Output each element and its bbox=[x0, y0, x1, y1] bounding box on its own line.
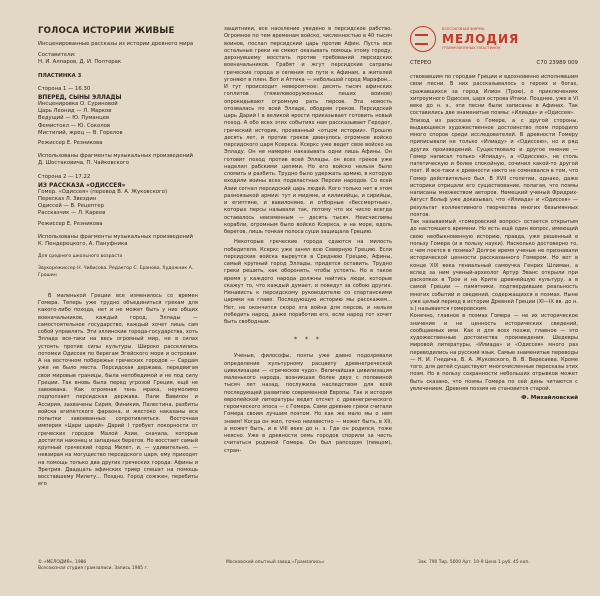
side2-director: Режиссер Е. Резникова bbox=[38, 220, 103, 227]
logo-brand: МЕЛОДИЯ bbox=[442, 32, 520, 46]
page-title: ГОЛОСА ИСТОРИИ ЖИВЫЕ bbox=[38, 26, 175, 36]
section-separator: * * * bbox=[294, 336, 322, 344]
side2-time: Сторона 2 — 17.22 bbox=[38, 173, 91, 180]
history-paragraph-2: Некоторые греческие города сдаются на милость победителя. Ксеркс уже занял всю Северную Грецию. Если персидские войска вырвутся в Среднюю Грецию, Афины, самый крупный город Эллады, придется оставить. Трудно греки решить, как оборонять, чтобы устоять. Но в такое время у каждого народа должны найтись люди, которые скажут то, что каждый думает, и поведут за собою других. Ненависть к персидскому руководителю со спартанскими царями на главе. Последующую историю мы расскажем... Нет, не окончится скоро эта война для персов, и нельзя победить народ, даже поработив его, если народ тот хочет быть свободным. bbox=[224, 239, 392, 325]
melodiya-logo-icon bbox=[410, 26, 436, 52]
melodiya-logo bbox=[410, 26, 578, 52]
column-2 bbox=[224, 26, 392, 455]
subtitle: Инсценированные рассказы из истории древнего мира bbox=[38, 41, 194, 47]
studio: Всесоюзная студия грамзаписи. Запись 1985 г. bbox=[38, 566, 149, 572]
homer-article: ствовавшим по городам Греции и вдохновенно исполнявшим свои песни. В них рассказывалось о героях и богах, сражавшихся за город Илион (Трою), о приключениях хитроумного Одиссея, царя острова Итаки. Позднее, уже в VI веке до н. э., эти песни были записаны в Афинах. Так составились две знаменитые поэмы: «Илиада» и «Одиссея». Эпизод из рассказа о Гомере, а с другой стороны, выдающееся художественное достоинство поэм породило много споров среди исследователей. В древности Гомеру приписывали не только «Илиаду» и «Одиссею», но и ряд других произведений. Существовало и другое мнение — Гомер написал только «Илиаду», а «Одиссею», не столь патетическую и более спокойную, сочинил какой-то другой поэт. И все-таки к древности никто не сомневался в том, что Гомер действительно был. В XVII столетии, однако, даже историки отрицали его существование, полагая, что поэмы написаны множеством авторов. Немецкий ученый Фридрих-Август Вольф уже доказывал, что «Илиада» и «Одиссея» — результат коллективного творчества многих безымянных поэтов. Так называемый «гомеровский вопрос» остается открытым до настоящего времени. Но есть ещё один вопрос, имеющий свою необыкновенную историю, правда, уже решенный в пользу Гомера (и в пользу науки). Насколько достоверно то, о чем поется в поэмах? Долгое время ученые не признавали исторической ценности рассказанного Гомером. Но вот в конце XIX века гениальный самоучка Генрих Шлиман, а вслед за ним ученый-археолог Артур Эванс открыли при раскопках в Трое и на Крите древнейшую культуру, а в самой Греции — памятники, подтвердившие реальность многих событий и сведений, содержащихся в поэмах. Ныне уже целый период в истории Древней Греции (XI—IX вв. до н. э.) называется гомеровским. Конечно, главное в поэмах Гомера — не их историческое значение и не ценность исторических сведений, сообщаемых ими. Как и для всех позже, главное — это художественные достоинства произведения. Шедевры мировой литературы, «Илиада» и «Одиссея» много раз переводились на русский язык. Самые знаменитые переводы — Н. И. Гнедича, В. А. Жуковского, В. В. Вересаева. Кроме того, для детей существуют многочисленные пересказы этих поэм. Но в пользу сохранности небольших отрывков может быть сказано, что поэмы Гомера по сей день читаются с увлечением. Древняя поэзия не становится старой. bbox=[410, 74, 578, 392]
column-3 bbox=[410, 26, 578, 401]
side2-source: Гомер. «Одиссея» (перевод В. А. Жуковского) bbox=[38, 188, 168, 195]
side1-block bbox=[38, 86, 198, 168]
homer-paragraph: Ученые, философы, поэты уже давно подозревали определение культурному расцвету древнегреческой цивилизации — «греческое чудо». Величайшая цивилизация маленького народа, возникшая более двух с половиной тысяч лет назад, послужила наследством для всей последующей развитию современной Европы. Так и история европейской литературы ведет отсчет с древнегреческого героического эпоса — с Гомера. Сами древние греки считали Гомера своим лучшим поэтом. Но как же мало мы о нем знаем! Когда он жил, точно неизвестно — может быть, в XII, а может быть, и в VIII веке до н. э. Где он родился, тоже неясно. Уже в древности семь городов спорили за честь считаться родиной Гомера. Он был рапсодом (певцом), стран- bbox=[224, 353, 392, 454]
side2-note: Для среднего школьного возраста bbox=[38, 254, 123, 260]
column-1 bbox=[38, 26, 198, 489]
catalog-row bbox=[410, 60, 578, 66]
side1-director: Режиссер Е. Резникова bbox=[38, 140, 103, 147]
side1-author: Инсценировка О. Суриновой bbox=[38, 101, 118, 108]
copyright: © «МЕЛОДИЯ», 1986 bbox=[38, 560, 87, 565]
stereo-label: СТЕРЕО bbox=[410, 60, 432, 66]
side1-cast-1: Царь Леонид — Л. Марков bbox=[38, 108, 112, 115]
disc-number: ПЛАСТИНКА 3 bbox=[38, 72, 82, 79]
footer-right bbox=[418, 560, 588, 566]
side1-time: Сторона 1 — 16.30 bbox=[38, 85, 91, 92]
side2-music: Использованы фрагменты музыкальных произведений К. Пендерецкого, А. Пануфника bbox=[38, 233, 193, 248]
compilers-label: Составители: bbox=[38, 52, 76, 59]
side2-block bbox=[38, 174, 198, 279]
side1-cast-3: Фемистокл — Ю. Соколов bbox=[38, 122, 110, 129]
side2-adapted: Пересказ Л. Звездин bbox=[38, 196, 97, 203]
side1-music: Использованы фрагменты музыкальных произведений Д. Шостаковича, П. Чайковского bbox=[38, 153, 193, 167]
side2-cast-2: Рассказчик — Л. Кареев bbox=[38, 210, 106, 217]
intro-paragraph: В маленькой Греции все изменилось со времен Гомера. Теперь уже трудно объединиться грекам для какого-либо похода, нет и не может быть у них общих военачальников, каждый город, Эллады — самостоятельное государство, каждый хочет лишь сам собой управлять. Эти эллинские города-государства, хоть Эллада все-таки на весь огромный мир, не в силах устоять против силы культуры. Широко расселились потомки Одиссея по берегам Эгейского моря и островам. А на восточном побережье греческих городов — Сардам уже не было места. Персидская держава, передвигая свои мировые границы, была непобедимой и не под силу Греции. Так вновь была перед угрозой Греция, ещё не завоевана. Как огромная тень мрака, неумолимо подползает персидская держава. Пали Вавилон и Ассирия, захвачены Сирия, Финикия, Палестина, разбиты войска египетского фараона, и жестоко наказаны все попытки завоеванных сопротивляться. Восточная империя «Цари царей» Дарий I требует покорности от греческих городов Малой Азии, сначала, которые достигли наконец и западных берегов. Но восстает самый крупный греческий город Милет, и, — удивительно, — невзирая на могущество персидского царя, ему приходят на помощь только два других греческих города: Афины и Эретрия. Двадцать афинских триер спешат на помощь восставшему Милету... Поздно. Город сожжен, перебиты его bbox=[38, 292, 198, 488]
side2-cast-1: Одиссей — В. Рецептер bbox=[38, 203, 104, 210]
logo-small-1: ВСЕСОЮЗНАЯ ФИРМА bbox=[442, 27, 485, 31]
side1-cast-4: Мистилий, жрец — В. Горелов bbox=[38, 129, 123, 136]
signature: Ф. Михайловский bbox=[521, 395, 578, 401]
catalog-number: С70 23989 009 bbox=[536, 60, 578, 66]
order-info: Зак. 790 Тир. 5000 Арт. 10-9 Цена 1 руб. 45 коп. bbox=[418, 560, 530, 565]
footer-left bbox=[38, 560, 238, 572]
side2-title: ИЗ РАССКАЗА «ОДИССЕЯ» bbox=[38, 182, 126, 189]
logo-small-2: ГРАММОФОННЫХ ПЛАСТИНОК bbox=[442, 46, 501, 50]
plant: Московский опытный завод «Грамзапись» bbox=[226, 560, 325, 565]
compilers: Н. И. Алпаров, Д. И. Полторак bbox=[38, 59, 122, 66]
history-paragraph: защитники, все население уведено в персидское рабство. Огромное по тем временам войско, численностью в 40 тысяч воинов, послал персидский царь против Афин. Пусть все остальные греки не смеют оказывать помощь этому городу, дерзнувшему восстать против требований персидских военачальников. Грабят и жгут персидские сатрапы греческие города и селения по пути к Афинам, а жителей угоняют в плен. Вот и Аттика — небольшой город Марафон... И тут происходит невероятное: десять тысяч афинских гоплитов (тяжеловооруженных пеших воинов) опрокидывают огромную рать персов. Эта новость отозвалась по всей Элладе, ободряя греков. Персидский царь Дарий I в великой ярости приказывает готовить новый поход. А обо всех этих событиях нам рассказывает Геродот, греческий историк, прозванный «отцом истории». Прошло десять лет, и против греков двинулось огромное войско персидского царя Ксеркса. Ксеркс уже ведет свое войско на Элладу. Он не намерен наказывать одни лишь Афины. Он готовит поход против всей Эллады, он всех греков уже наделил рабскими цепями. Но его войско нельзя было сломить и разбить. Трудно было удержать армию, в которую входили воины всех подвластных Персии народов. Со всей Азии согнал персидский царь людей. Кого только нет в этом разноязыкой армии: тут и мидяне, и киликийцы, и сирийцы, и египтяне, и вавилоняне, и отборные «бессмертные», которых персы называли так, потому что их число всегда оставалось неизменным — десять тысяч. Неисчислимы корабли, огромным было войско Ксеркса, и на море, вдоль берегов, лишь тонкая полоса суши защищала Грецию. bbox=[224, 26, 392, 235]
logo-text bbox=[442, 27, 519, 51]
footer-middle bbox=[226, 560, 396, 566]
side1-title: ВПЕРЕД, СЫНЫ ЭЛЛАДЫ bbox=[38, 95, 122, 102]
side2-credits: Звукорежиссер Н. Чибисова. Редактор С. Еранова. Художник А. Грошин bbox=[38, 266, 194, 278]
side1-cast-2: Ведущий — Ю. Пуманцев bbox=[38, 115, 110, 122]
